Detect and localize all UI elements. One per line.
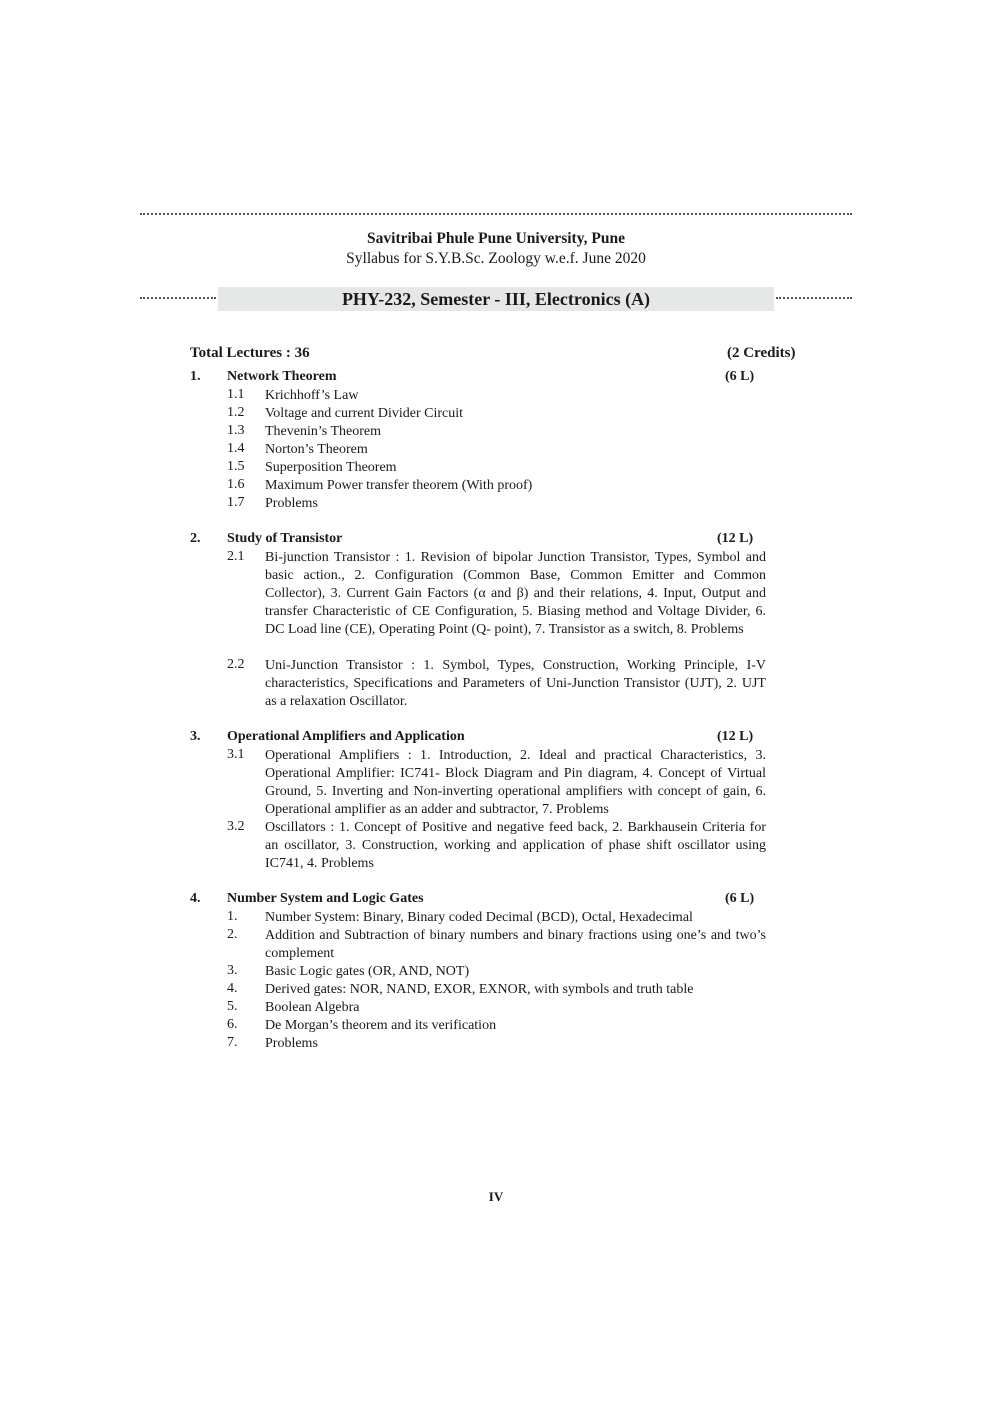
section-number: 4. (190, 891, 201, 906)
item-text: Derived gates: NOR, NAND, EXOR, EXNOR, with symbols and truth table (265, 982, 694, 997)
section-hours: (12 L) (717, 729, 754, 744)
section-hours: (12 L) (717, 531, 754, 546)
item-number: 1.4 (227, 441, 245, 456)
item-text: Basic Logic gates (OR, AND, NOT) (265, 964, 470, 979)
section-hours: (6 L) (725, 891, 755, 906)
item-text: Norton’s Theorem (265, 442, 368, 457)
item-number: 3. (227, 963, 238, 978)
header-top-rule (140, 213, 852, 215)
item-text: Number System: Binary, Binary coded Decimal (BCD), Octal, Hexadecimal (265, 910, 693, 925)
item-number: 5. (227, 999, 238, 1014)
item-number: 1.2 (227, 405, 245, 420)
item-text: Maximum Power transfer theorem (With proof) (265, 478, 533, 493)
section-number: 1. (190, 369, 201, 384)
section-hours: (6 L) (725, 369, 755, 384)
page-number: IV (488, 1189, 504, 1204)
item-number: 3.1 (227, 747, 245, 762)
item-number: 2. (227, 927, 238, 942)
item-text: Voltage and current Divider Circuit (265, 406, 464, 421)
item-number: 1.3 (227, 423, 245, 438)
total-lectures: Total Lectures : 36 (190, 345, 310, 361)
item-text: Boolean Algebra (265, 1000, 360, 1015)
item-number: 4. (227, 981, 238, 996)
syllabus-line: Syllabus for S.Y.B.Sc. Zoology w.e.f. June 2020 (346, 250, 646, 267)
item-number: 1.5 (227, 459, 245, 474)
item-number: 3.2 (227, 819, 245, 834)
banner-left-rule (140, 297, 216, 299)
section-title: Network Theorem (227, 369, 337, 384)
item-number: 1. (227, 909, 238, 924)
item-text: Addition and Subtraction of binary numbers and binary fractions using one’s and two’s complement (265, 928, 766, 961)
item-number: 2.1 (227, 549, 245, 564)
item-text: Bi-junction Transistor : 1. Revision of bipolar Junction Transistor, Types, Symbol and basic action., 2. Configuration (Common Base, Common Emitter and Common Collector), 3. Current Gain Factors (α and β) and their relations, 4. Input, Output and transfer Characteristic of CE Configuration, 5. Biasing method and Voltage Divider, 6. DC Load line (CE), Operating Point (Q- point), 7. Transistor as a switch, 8. Problems (265, 550, 766, 637)
university-name: Savitribai Phule Pune University, Pune (367, 230, 625, 247)
item-text: Superposition Theorem (265, 460, 397, 475)
item-text: Uni-Junction Transistor : 1. Symbol, Types, Construction, Working Principle, I-V characteristics, Specifications and Parameters of Uni-Junction Transistor (UJT), 2. UJT as a relaxation Oscillator. (265, 658, 766, 709)
item-text: Problems (265, 496, 318, 511)
item-text: Problems (265, 1036, 318, 1051)
item-text: De Morgan’s theorem and its verification (265, 1018, 497, 1033)
item-number: 7. (227, 1035, 238, 1050)
section-title: Number System and Logic Gates (227, 891, 424, 906)
item-text: Operational Amplifiers : 1. Introduction, 2. Ideal and practical Characteristics, 3. Operational Amplifier: IC741- Block Diagram and Pin diagram, 4. Concept of Virtual Ground, 5. Inverting and Non-inverting operational amplifiers with concept of gain, 6. Operational amplifier as an adder and subtractor, 7. Problems (265, 748, 766, 817)
item-text: Krichhoff’s Law (265, 388, 359, 403)
section-title: Operational Amplifiers and Application (227, 729, 465, 744)
item-number: 1.1 (227, 387, 245, 402)
item-number: 1.7 (227, 495, 245, 510)
item-number: 2.2 (227, 657, 245, 672)
course-title-banner: PHY-232, Semester - III, Electronics (A) (218, 287, 774, 311)
section-title: Study of Transistor (227, 531, 343, 546)
credits: (2 Credits) (727, 345, 796, 361)
item-text: Oscillators : 1. Concept of Positive and negative feed back, 2. Barkhausein Criteria for an oscillator, 3. Construction, working and application of phase shift oscillator using IC741, 4. Problems (265, 820, 766, 871)
banner-right-rule (776, 297, 852, 299)
item-text: Thevenin’s Theorem (265, 424, 381, 439)
item-number: 6. (227, 1017, 238, 1032)
section-number: 3. (190, 729, 201, 744)
item-number: 1.6 (227, 477, 245, 492)
section-number: 2. (190, 531, 201, 546)
